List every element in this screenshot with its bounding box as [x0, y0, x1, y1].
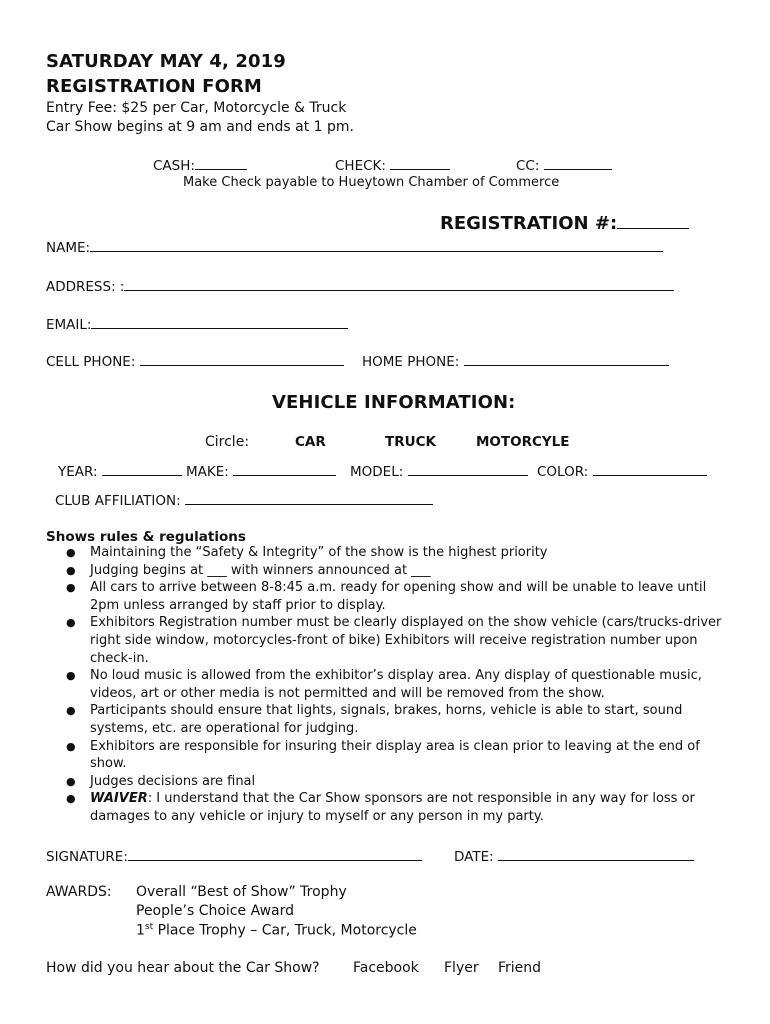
- cash-label: CASH:: [153, 158, 195, 174]
- email-line[interactable]: [91, 315, 348, 329]
- registration-number-field[interactable]: [440, 212, 689, 234]
- cc-line[interactable]: [544, 156, 612, 170]
- registration-number-line[interactable]: [617, 212, 689, 229]
- waiver-text: : I understand that the Car Show sponsors are not responsible in any way for loss or damages to any vehicle or injury to myself or any person in my party.: [90, 791, 695, 824]
- rule-text: Participants should ensure that lights, signals, brakes, horns, vehicle is able to start, sound systems, etc. are operational for judging.: [90, 703, 683, 736]
- bullet-icon: ●: [66, 669, 76, 683]
- rule-item: [66, 667, 722, 702]
- name-label: NAME:: [46, 240, 91, 256]
- make-label: MAKE:: [186, 464, 229, 480]
- address-label: ADDRESS: :: [46, 279, 125, 295]
- award-first-place: [136, 922, 417, 939]
- rules-heading: Shows rules & regulations: [46, 529, 246, 545]
- rule-item: [66, 702, 722, 737]
- rule-item: [66, 773, 722, 791]
- check-field[interactable]: [335, 156, 450, 174]
- name-line[interactable]: [90, 238, 663, 252]
- bullet-icon: ●: [66, 792, 76, 806]
- rule-text: Judges decisions are final: [90, 773, 256, 789]
- model-line[interactable]: [408, 462, 528, 476]
- bullet-icon: ●: [66, 704, 76, 718]
- home-phone-line[interactable]: [464, 352, 669, 366]
- check-label: CHECK:: [335, 158, 386, 174]
- rule-item: [66, 614, 722, 667]
- bullet-icon: ●: [66, 581, 76, 595]
- survey-question: How did you hear about the Car Show?: [46, 960, 320, 976]
- vehicle-option-truck[interactable]: TRUCK: [385, 434, 436, 450]
- color-label: COLOR:: [537, 464, 589, 480]
- email-field[interactable]: [46, 315, 348, 333]
- award-best-of-show: Overall “Best of Show” Trophy: [136, 884, 347, 900]
- year-field[interactable]: [58, 462, 182, 480]
- club-affiliation-line[interactable]: [185, 491, 433, 505]
- cc-field[interactable]: [516, 156, 612, 174]
- rule-text: Exhibitors are responsible for insuring their display area is clean prior to leaving at the end of show.: [90, 738, 700, 772]
- date-field[interactable]: [454, 847, 694, 865]
- award-first-place-number: 1: [136, 922, 145, 939]
- waiver-label: WAIVER: [90, 791, 148, 807]
- bullet-icon: ●: [66, 616, 76, 630]
- awards-label: AWARDS:: [46, 884, 112, 900]
- email-label: EMAIL:: [46, 317, 92, 333]
- entry-fee-text: Entry Fee: $25 per Car, Motorcycle & Truck: [46, 100, 347, 116]
- rules-list: [46, 544, 722, 826]
- waiver-item: [66, 790, 722, 825]
- make-field[interactable]: [186, 462, 336, 480]
- make-line[interactable]: [233, 462, 336, 476]
- signature-field[interactable]: [46, 847, 422, 865]
- address-line[interactable]: [124, 277, 674, 291]
- name-field[interactable]: [46, 238, 663, 256]
- cell-phone-field[interactable]: [46, 352, 344, 370]
- date-label: DATE:: [454, 849, 494, 865]
- cc-label: CC:: [516, 158, 540, 174]
- registration-number-label: REGISTRATION #:: [440, 213, 618, 234]
- color-field[interactable]: [537, 462, 707, 480]
- survey-option-flyer[interactable]: Flyer: [444, 960, 479, 976]
- cash-field[interactable]: [153, 156, 247, 174]
- survey-option-friend[interactable]: Friend: [498, 960, 542, 976]
- club-affiliation-field[interactable]: [55, 491, 433, 509]
- signature-line[interactable]: [128, 847, 422, 861]
- show-time-text: Car Show begins at 9 am and ends at 1 pm.: [46, 119, 354, 135]
- award-peoples-choice: People’s Choice Award: [136, 903, 295, 919]
- award-first-place-suffix: st: [144, 922, 154, 932]
- check-line[interactable]: [390, 156, 450, 170]
- year-label: YEAR:: [58, 464, 98, 480]
- date-line[interactable]: [498, 847, 694, 861]
- bullet-icon: ●: [66, 774, 76, 788]
- event-date: SATURDAY MAY 4, 2019: [46, 51, 286, 72]
- cell-phone-line[interactable]: [140, 352, 344, 366]
- rule-text: Judging begins at ___ with winners announced at ___: [90, 562, 431, 578]
- rule-text: Maintaining the “Safety & Integrity” of the show is the highest priority: [90, 545, 548, 560]
- bullet-icon: ●: [66, 739, 76, 753]
- vehicle-option-motorcycle[interactable]: MOTORCYLE: [476, 434, 570, 450]
- year-line[interactable]: [102, 462, 182, 476]
- model-field[interactable]: [350, 462, 528, 480]
- address-field[interactable]: [46, 277, 674, 295]
- award-first-place-text: Place Trophy – Car, Truck, Motorcycle: [153, 922, 417, 939]
- model-label: MODEL:: [350, 464, 404, 480]
- rule-item: [66, 544, 722, 562]
- vehicle-option-car[interactable]: CAR: [295, 434, 326, 450]
- survey-option-facebook[interactable]: Facebook: [353, 960, 419, 976]
- bullet-icon: ●: [66, 563, 76, 577]
- club-affiliation-label: CLUB AFFILIATION:: [55, 493, 181, 509]
- rule-item: [66, 738, 722, 773]
- cash-line[interactable]: [195, 156, 247, 170]
- cell-phone-label: CELL PHONE:: [46, 354, 136, 370]
- rule-text: All cars to arrive between 8-8:45 a.m. ready for opening show and will be unable to leave until 2pm unless arranged by staff prior to display.: [90, 580, 707, 613]
- vehicle-heading: VEHICLE INFORMATION:: [272, 392, 516, 413]
- rule-item: [66, 579, 722, 614]
- form-title: REGISTRATION FORM: [46, 76, 262, 97]
- signature-label: SIGNATURE:: [46, 849, 128, 865]
- home-phone-field[interactable]: [362, 352, 669, 370]
- home-phone-label: HOME PHONE:: [362, 354, 460, 370]
- rule-text: Exhibitors Registration number must be clearly displayed on the show vehicle (cars/trucks-driver right side window, motorcycles-front of bike) Exhibitors will receive registration number upon check-in.: [90, 615, 722, 666]
- check-payable-note: Make Check payable to Hueytown Chamber of Commerce: [183, 175, 560, 190]
- rule-item: [66, 562, 722, 580]
- color-line[interactable]: [593, 462, 707, 476]
- bullet-icon: ●: [66, 546, 76, 559]
- rule-text: No loud music is allowed from the exhibitor’s display area. Any display of questionable music, videos, art or other media is not permitted and will be removed from the show.: [90, 668, 702, 701]
- circle-label: Circle:: [205, 434, 250, 450]
